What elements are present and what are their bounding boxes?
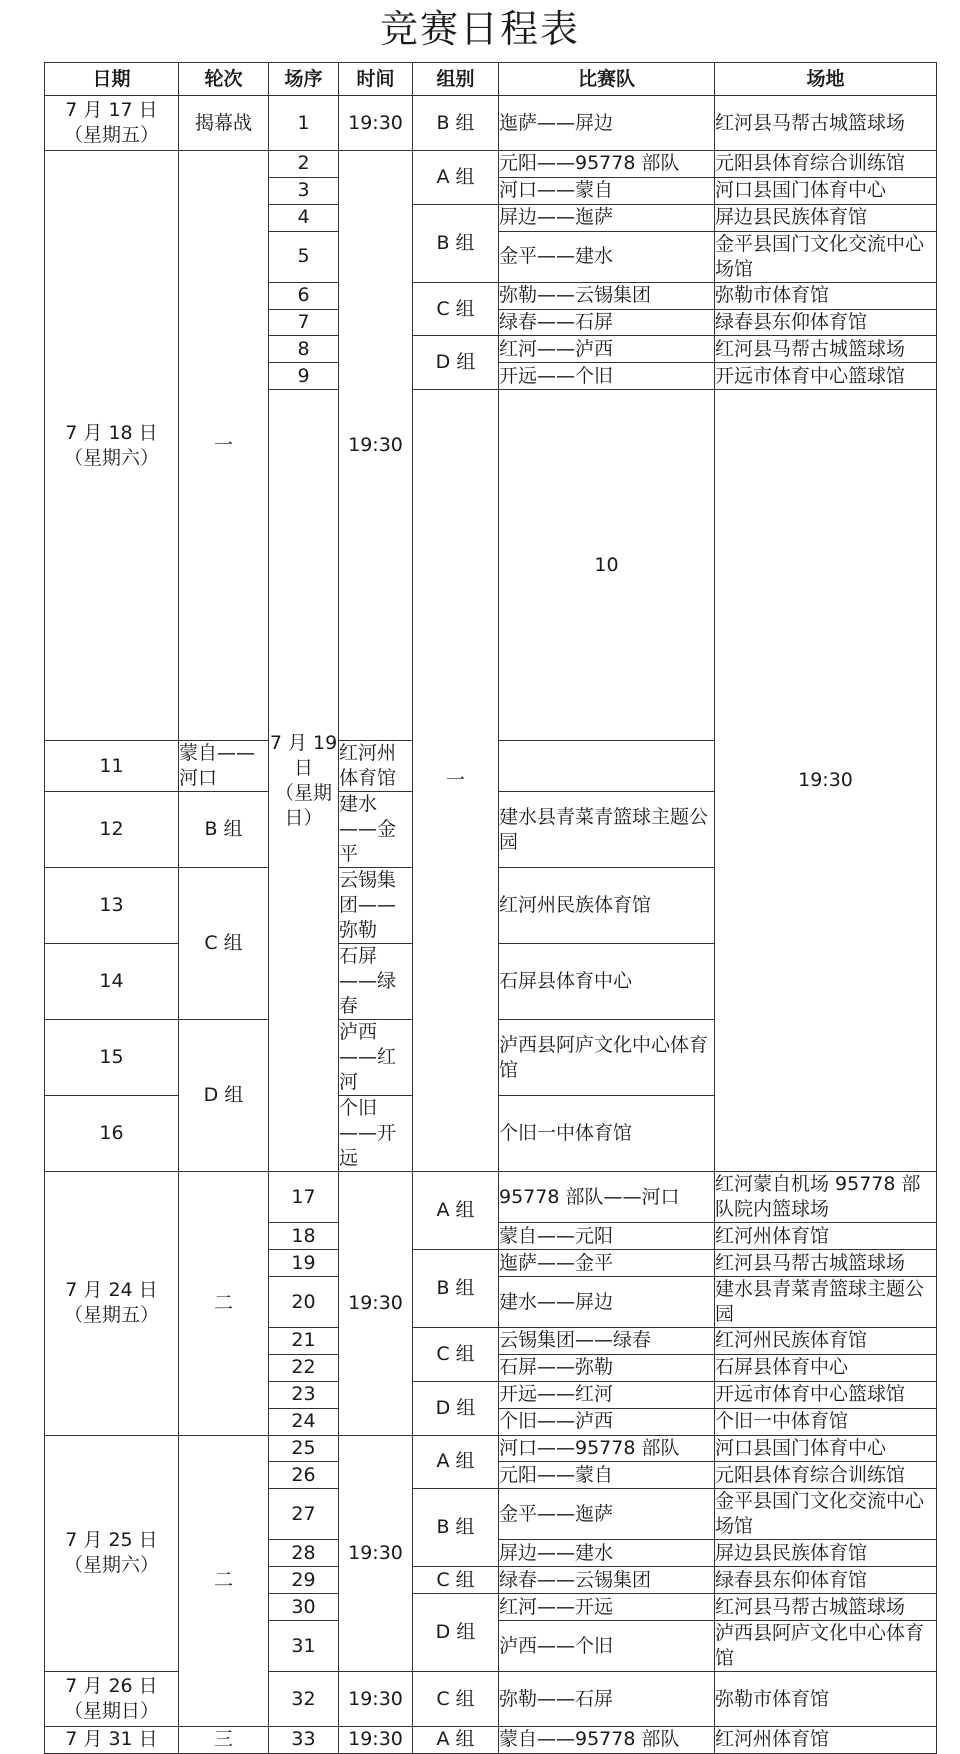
header-date: 日期 xyxy=(45,63,179,96)
header-venue: 场地 xyxy=(715,63,937,96)
venue-cell: 红河州民族体育馆 xyxy=(499,868,715,944)
match-no-cell: 3 xyxy=(269,177,339,204)
group-cell: B 组 xyxy=(413,204,499,282)
teams-cell: 金平——建水 xyxy=(499,231,715,282)
venue-cell: 红河州体育馆 xyxy=(339,741,413,792)
time-cell: 19:30 xyxy=(715,390,937,1172)
time-cell: 19:30 xyxy=(339,1435,413,1671)
round-cell: 一 xyxy=(413,390,499,1172)
round-cell: 三 xyxy=(179,1727,269,1754)
teams-cell: 蒙自——河口 xyxy=(179,741,269,792)
teams-cell: 泸西——个旧 xyxy=(499,1621,715,1672)
teams-cell: 蒙自——元阳 xyxy=(499,1223,715,1250)
group-cell: C 组 xyxy=(413,1672,499,1727)
group-cell: A 组 xyxy=(413,1727,499,1754)
time-cell: 19:30 xyxy=(339,1672,413,1727)
match-no-cell: 31 xyxy=(269,1621,339,1672)
match-no-cell: 12 xyxy=(45,792,179,868)
match-no-cell: 23 xyxy=(269,1381,339,1408)
match-no-cell: 25 xyxy=(269,1435,339,1462)
match-no-cell: 13 xyxy=(45,868,179,944)
teams-cell: 石屏——弥勒 xyxy=(499,1354,715,1381)
venue-cell: 建水县青菜青篮球主题公园 xyxy=(499,792,715,868)
venue-cell: 红河县马帮古城篮球场 xyxy=(715,336,937,363)
venue-cell: 红河蒙自机场 95778 部队院内篮球场 xyxy=(715,1172,937,1223)
table-row xyxy=(45,1172,937,1223)
teams-cell: 红河——开远 xyxy=(499,1594,715,1621)
group-cell: D 组 xyxy=(413,336,499,390)
teams-cell: 云锡集团——弥勒 xyxy=(339,868,413,944)
match-no-cell: 30 xyxy=(269,1594,339,1621)
venue-cell: 绿春县东仰体育馆 xyxy=(715,309,937,336)
group-cell: A 组 xyxy=(413,1172,499,1250)
venue-cell: 个旧一中体育馆 xyxy=(715,1408,937,1435)
round-cell: 一 xyxy=(179,151,269,741)
match-no-cell: 27 xyxy=(269,1489,339,1540)
header-match-no: 场序 xyxy=(269,63,339,96)
teams-cell: 蒙自——95778 部队 xyxy=(499,1727,715,1754)
group-cell: A 组 xyxy=(413,1435,499,1489)
venue-cell: 泸西县阿庐文化中心体育馆 xyxy=(499,1020,715,1096)
venue-cell: 河口县国门体育中心 xyxy=(715,177,937,204)
date-cell: 7 月 26 日 （星期日） xyxy=(45,1672,179,1727)
teams-cell: 95778 部队——河口 xyxy=(499,1172,715,1223)
group-cell: D 组 xyxy=(413,1381,499,1435)
group-cell: A 组 xyxy=(413,151,499,205)
group-cell: D 组 xyxy=(179,1020,269,1172)
header-row xyxy=(45,63,937,96)
table-row xyxy=(45,1727,937,1754)
header-group: 组别 xyxy=(413,63,499,96)
date-cell: 7 月 25 日 （星期六） xyxy=(45,1435,179,1671)
teams-cell: 迤萨——金平 xyxy=(499,1250,715,1277)
time-cell: 19:30 xyxy=(339,1727,413,1754)
match-no-cell: 8 xyxy=(269,336,339,363)
teams-cell: 开远——个旧 xyxy=(499,363,715,390)
venue-cell: 红河县马帮古城篮球场 xyxy=(715,96,937,151)
venue-cell: 开远市体育中心篮球馆 xyxy=(715,1381,937,1408)
teams-cell: 屏边——建水 xyxy=(499,1540,715,1567)
teams-cell: 红河——泸西 xyxy=(499,336,715,363)
time-cell: 19:30 xyxy=(339,96,413,151)
match-no-cell: 15 xyxy=(45,1020,179,1096)
date-cell: 7 月 18 日 （星期六） xyxy=(45,151,179,741)
match-no-cell: 32 xyxy=(269,1672,339,1727)
match-no-cell: 11 xyxy=(45,741,179,792)
match-no-cell: 7 xyxy=(269,309,339,336)
venue-cell: 元阳县体育综合训练馆 xyxy=(715,151,937,178)
header-round: 轮次 xyxy=(179,63,269,96)
venue-cell: 红河州体育馆 xyxy=(715,1727,937,1754)
teams-cell: 元阳——蒙自 xyxy=(499,1462,715,1489)
round-cell: 二 xyxy=(179,1435,269,1726)
teams-cell: 屏边——迤萨 xyxy=(499,204,715,231)
teams-cell: 金平——迤萨 xyxy=(499,1489,715,1540)
group-cell: C 组 xyxy=(179,868,269,1020)
header-time: 时间 xyxy=(339,63,413,96)
teams-cell: 元阳——95778 部队 xyxy=(499,151,715,178)
page-title: 竞赛日程表 xyxy=(379,7,580,51)
teams-cell: 泸西——红河 xyxy=(339,1020,413,1096)
date-cell: 7 月 24 日 （星期五） xyxy=(45,1172,179,1435)
round-cell: 二 xyxy=(179,1172,269,1435)
venue-cell: 弥勒市体育馆 xyxy=(715,282,937,309)
teams-cell: 弥勒——石屏 xyxy=(499,1672,715,1727)
group-cell: D 组 xyxy=(413,1594,499,1672)
venue-cell: 金平县国门文化交流中心场馆 xyxy=(715,231,937,282)
teams-cell: 河口——蒙自 xyxy=(499,177,715,204)
match-no-cell: 5 xyxy=(269,231,339,282)
match-no-cell: 2 xyxy=(269,151,339,178)
match-no-cell: 22 xyxy=(269,1354,339,1381)
time-cell: 19:30 xyxy=(339,1172,413,1435)
group-cell: B 组 xyxy=(413,1489,499,1567)
group-cell: C 组 xyxy=(413,1328,499,1382)
teams-cell: 迤萨——屏边 xyxy=(499,96,715,151)
match-no-cell: 29 xyxy=(269,1567,339,1594)
match-no-cell: 16 xyxy=(45,1096,179,1172)
teams-cell: 开远——红河 xyxy=(499,1381,715,1408)
venue-cell: 泸西县阿庐文化中心体育馆 xyxy=(715,1621,937,1672)
venue-cell: 个旧一中体育馆 xyxy=(499,1096,715,1172)
group-cell: B 组 xyxy=(413,96,499,151)
match-no-cell: 10 xyxy=(499,390,715,741)
group-cell: C 组 xyxy=(413,282,499,336)
table-row xyxy=(45,1672,937,1727)
match-no-cell: 28 xyxy=(269,1540,339,1567)
venue-cell: 弥勒市体育馆 xyxy=(715,1672,937,1727)
teams-cell: 建水——屏边 xyxy=(499,1277,715,1328)
teams-cell: 绿春——云锡集团 xyxy=(499,1567,715,1594)
time-cell: 19:30 xyxy=(339,151,413,741)
teams-cell: 石屏——绿春 xyxy=(339,944,413,1020)
teams-cell: 建水——金平 xyxy=(339,792,413,868)
table-row xyxy=(45,151,937,178)
group-cell: B 组 xyxy=(413,1250,499,1328)
venue-cell: 元阳县体育综合训练馆 xyxy=(715,1462,937,1489)
venue-cell: 红河县马帮古城篮球场 xyxy=(715,1594,937,1621)
match-no-cell: 14 xyxy=(45,944,179,1020)
teams-cell: 河口——95778 部队 xyxy=(499,1435,715,1462)
teams-cell: 个旧——泸西 xyxy=(499,1408,715,1435)
group-cell: C 组 xyxy=(413,1567,499,1594)
venue-cell: 绿春县东仰体育馆 xyxy=(715,1567,937,1594)
teams-cell: 绿春——石屏 xyxy=(499,309,715,336)
venue-cell: 石屏县体育中心 xyxy=(715,1354,937,1381)
venue-cell: 红河州民族体育馆 xyxy=(715,1328,937,1355)
venue-cell: 屏边县民族体育馆 xyxy=(715,204,937,231)
date-cell: 7 月 19 日 （星期日） xyxy=(269,390,339,1172)
match-no-cell: 20 xyxy=(269,1277,339,1328)
header-teams: 比赛队 xyxy=(499,63,715,96)
teams-cell: 云锡集团——绿春 xyxy=(499,1328,715,1355)
date-cell: 7 月 31 日 xyxy=(45,1727,179,1754)
venue-cell: 石屏县体育中心 xyxy=(499,944,715,1020)
venue-cell: 红河州体育馆 xyxy=(715,1223,937,1250)
match-no-cell: 1 xyxy=(269,96,339,151)
group-cell: B 组 xyxy=(179,792,269,868)
match-no-cell: 9 xyxy=(269,363,339,390)
venue-cell: 建水县青菜青篮球主题公园 xyxy=(715,1277,937,1328)
match-no-cell: 33 xyxy=(269,1727,339,1754)
round-cell: 揭幕战 xyxy=(179,96,269,151)
match-no-cell: 19 xyxy=(269,1250,339,1277)
match-no-cell: 21 xyxy=(269,1328,339,1355)
match-no-cell: 26 xyxy=(269,1462,339,1489)
teams-cell: 个旧——开远 xyxy=(339,1096,413,1172)
venue-cell: 金平县国门文化交流中心场馆 xyxy=(715,1489,937,1540)
teams-cell: 弥勒——云锡集团 xyxy=(499,282,715,309)
venue-cell: 红河县马帮古城篮球场 xyxy=(715,1250,937,1277)
date-cell: 7 月 17 日 （星期五） xyxy=(45,96,179,151)
match-no-cell: 18 xyxy=(269,1223,339,1250)
venue-cell: 河口县国门体育中心 xyxy=(715,1435,937,1462)
venue-cell: 开远市体育中心篮球馆 xyxy=(715,363,937,390)
schedule-table xyxy=(44,62,937,1754)
match-no-cell: 4 xyxy=(269,204,339,231)
table-row xyxy=(45,1435,937,1462)
venue-cell: 屏边县民族体育馆 xyxy=(715,1540,937,1567)
match-no-cell: 6 xyxy=(269,282,339,309)
match-no-cell: 24 xyxy=(269,1408,339,1435)
table-row xyxy=(45,96,937,151)
match-no-cell: 17 xyxy=(269,1172,339,1223)
